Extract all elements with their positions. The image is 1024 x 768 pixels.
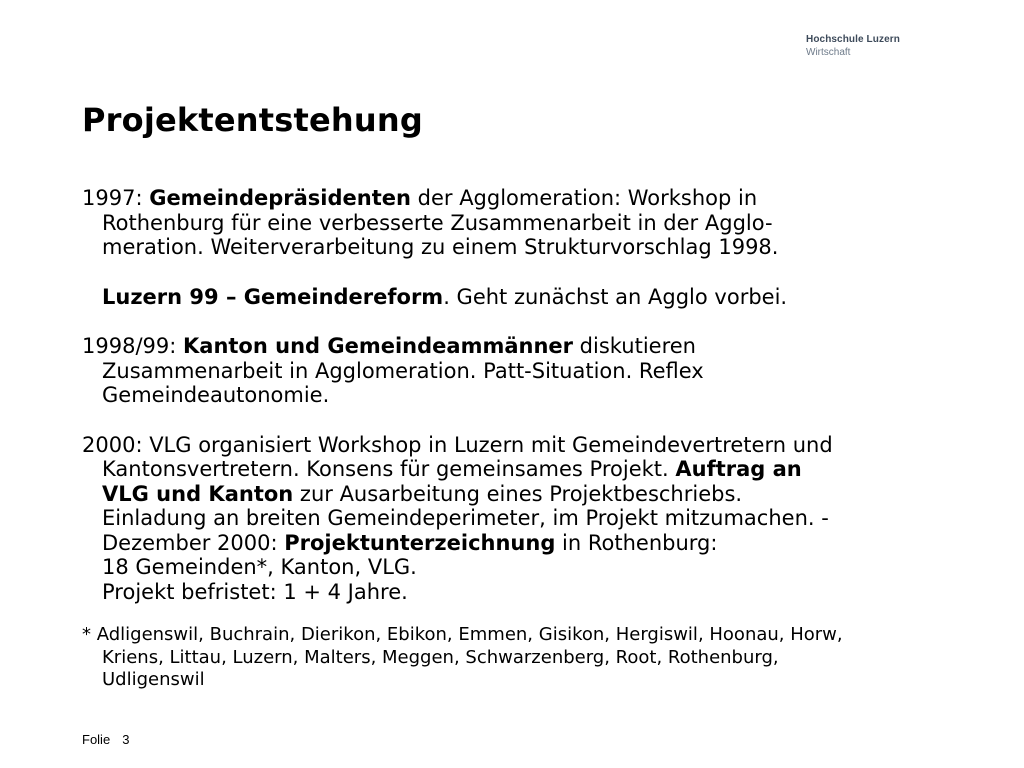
text-2000-line1: 2000: VLG organisiert Workshop in Luzern mit Gemeindevertretern und <box>82 432 833 457</box>
text-2000-line5-rest: in Rothenburg: <box>555 530 718 555</box>
text-1998-bold: Kanton und Gemeindeammänner <box>183 334 573 358</box>
text-1998-line3: Gemeindeautonomie. <box>102 383 330 407</box>
text-1997-prefix: 1997: <box>82 186 150 210</box>
text-2000-line7: Projekt befristet: 1 + 4 Jahre. <box>102 579 408 604</box>
paragraph-luzern-99 <box>82 285 1017 310</box>
text-luzern-99-bold: Luzern 99 – Gemeindereform <box>102 284 444 309</box>
paragraph-1998-99 <box>82 334 1017 408</box>
text-2000-line5-bold: Projektunterzeichnung <box>284 530 556 555</box>
text-1998-line2: Zusammenarbeit in Agglomeration. Patt-Situation. Reflex <box>102 358 704 383</box>
footnote-line2: Kriens, Littau, Luzern, Malters, Meggen, Schwarzenberg, Root, Rothenburg, <box>102 646 779 668</box>
slide-footer <box>82 732 129 748</box>
paragraph-1997 <box>82 186 1017 260</box>
logo-department-name: Wirtschaft <box>806 47 851 58</box>
text-1997-line3: meration. Weiterverarbeitung zu einem Strukturvorschlag 1998. <box>102 235 779 259</box>
footnote-line1: * Adligenswil, Buchrain, Dierikon, Ebikon, Emmen, Gisikon, Hergiswil, Hoonau, Horw, <box>82 624 843 645</box>
slide-body <box>82 186 1017 692</box>
text-1997-line1: der Agglomeration: Workshop in <box>410 186 758 210</box>
text-2000-line6: 18 Gemeinden*, Kanton, VLG. <box>102 555 417 579</box>
text-1998-line1: diskutieren <box>573 334 696 358</box>
page-number: 3 <box>122 732 130 747</box>
footnote-municipalities <box>82 624 1017 692</box>
text-2000-line3: zur Ausarbeitung eines Projektbeschriebs. <box>293 481 743 506</box>
text-2000-line2-bold: Auftrag an <box>675 457 802 481</box>
institution-logo <box>806 33 900 59</box>
text-2000-line3-bold: VLG und Kanton <box>102 481 294 506</box>
text-2000-line4: Einladung an breiten Gemeindeperimeter, im Projekt mitzumachen. - <box>102 506 829 530</box>
text-2000-line2: Kantonsvertretern. Konsens für gemeinsames Projekt. <box>102 457 676 481</box>
slide-title: Projektentstehung <box>82 101 423 139</box>
text-1997-line2: Rothenburg für eine verbesserte Zusammenarbeit in der Agglo- <box>102 210 773 235</box>
footnote-line3: Udligenswil <box>102 669 205 690</box>
text-1998-prefix: 1998/99: <box>82 334 183 358</box>
text-luzern-99-rest: . Geht zunächst an Agglo vorbei. <box>443 284 788 309</box>
text-1997-bold: Gemeindepräsidenten <box>149 186 411 210</box>
paragraph-2000 <box>82 433 1017 605</box>
logo-institution-name: Hochschule Luzern <box>806 34 900 45</box>
text-2000-line5: Dezember 2000: <box>102 530 285 555</box>
footer-label: Folie <box>82 732 111 747</box>
